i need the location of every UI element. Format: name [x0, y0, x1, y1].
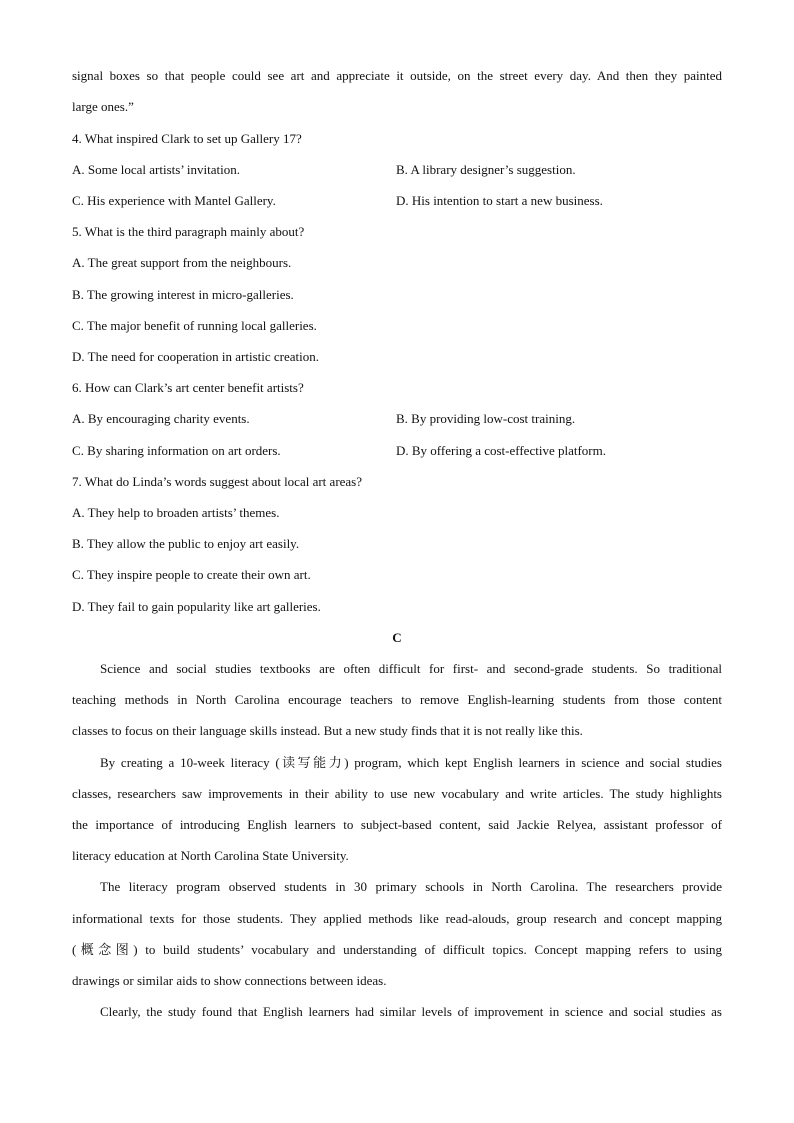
passage-p1-line-1: Science and social studies textbooks are often difficult for first- and second-grade students. So traditional: [100, 661, 722, 676]
passage-p3-line-1: The literacy program observed students in 30 primary schools in North Carolina. The researchers provide: [100, 879, 722, 894]
section-heading: C: [392, 630, 402, 645]
question-6-option-b: B. By providing low-cost training.: [396, 411, 576, 426]
question-6-option-a: A. By encouraging charity events.: [72, 411, 250, 426]
question-4-option-b: B. A library designer’s suggestion.: [396, 162, 576, 177]
question-7-option-d: D. They fail to gain popularity like art galleries.: [72, 599, 321, 614]
question-5-option-a: A. The great support from the neighbours.: [72, 255, 292, 270]
passage-p4-line-1: Clearly, the study found that English learners had similar levels of improvement in science and social studies as: [100, 1004, 722, 1019]
question-7-option-b: B. They allow the public to enjoy art easily.: [72, 536, 300, 551]
question-5-stem: 5. What is the third paragraph mainly about?: [72, 224, 305, 239]
question-6-option-c: C. By sharing information on art orders.: [72, 443, 281, 458]
question-4-option-a: A. Some local artists’ invitation.: [72, 162, 241, 177]
intro-line-2: large ones.”: [72, 99, 134, 114]
question-6-stem: 6. How can Clark’s art center benefit artists?: [72, 380, 304, 395]
question-7-option-c: C. They inspire people to create their own art.: [72, 567, 311, 582]
question-4-option-d: D. His intention to start a new business.: [396, 193, 603, 208]
passage-p3-line-3: (概念图) to build students’ vocabulary and understanding of difficult topics. Concept mapping refers to using: [72, 942, 722, 957]
question-6-option-d: D. By offering a cost-effective platform.: [396, 443, 606, 458]
question-4-option-c: C. His experience with Mantel Gallery.: [72, 193, 276, 208]
passage-p2-line-4: literacy education at North Carolina State University.: [72, 848, 349, 863]
passage-p3-line-2: informational texts for those students. They applied methods like read-alouds, group research and concept mapping: [72, 911, 722, 926]
question-7-stem: 7. What do Linda’s words suggest about local art areas?: [72, 474, 363, 489]
question-5-option-b: B. The growing interest in micro-galleries.: [72, 287, 294, 302]
passage-p2-line-1: By creating a 10-week literacy (读写能力) program, which kept English learners in science and social studies: [100, 755, 722, 770]
passage-p1-line-2: teaching methods in North Carolina encourage teachers to remove English-learning students from those content: [72, 692, 722, 707]
intro-line-1: signal boxes so that people could see art and appreciate it outside, on the street every day. And then they painted: [72, 68, 722, 83]
passage-p1-line-3: classes to focus on their language skills instead. But a new study finds that it is not really like this.: [72, 723, 583, 738]
passage-p2-line-2: classes, researchers saw improvements in their ability to use new vocabulary and write articles. The study highlights: [72, 786, 722, 801]
question-7-option-a: A. They help to broaden artists’ themes.: [72, 505, 280, 520]
passage-p2-line-3: the importance of introducing English learners to subject-based content, said Jackie Relyea, assistant professor of: [72, 817, 722, 832]
question-5-option-c: C. The major benefit of running local galleries.: [72, 318, 317, 333]
passage-p3-line-4: drawings or similar aids to show connections between ideas.: [72, 973, 387, 988]
question-4-stem: 4. What inspired Clark to set up Gallery 17?: [72, 131, 302, 146]
question-5-option-d: D. The need for cooperation in artistic creation.: [72, 349, 320, 364]
